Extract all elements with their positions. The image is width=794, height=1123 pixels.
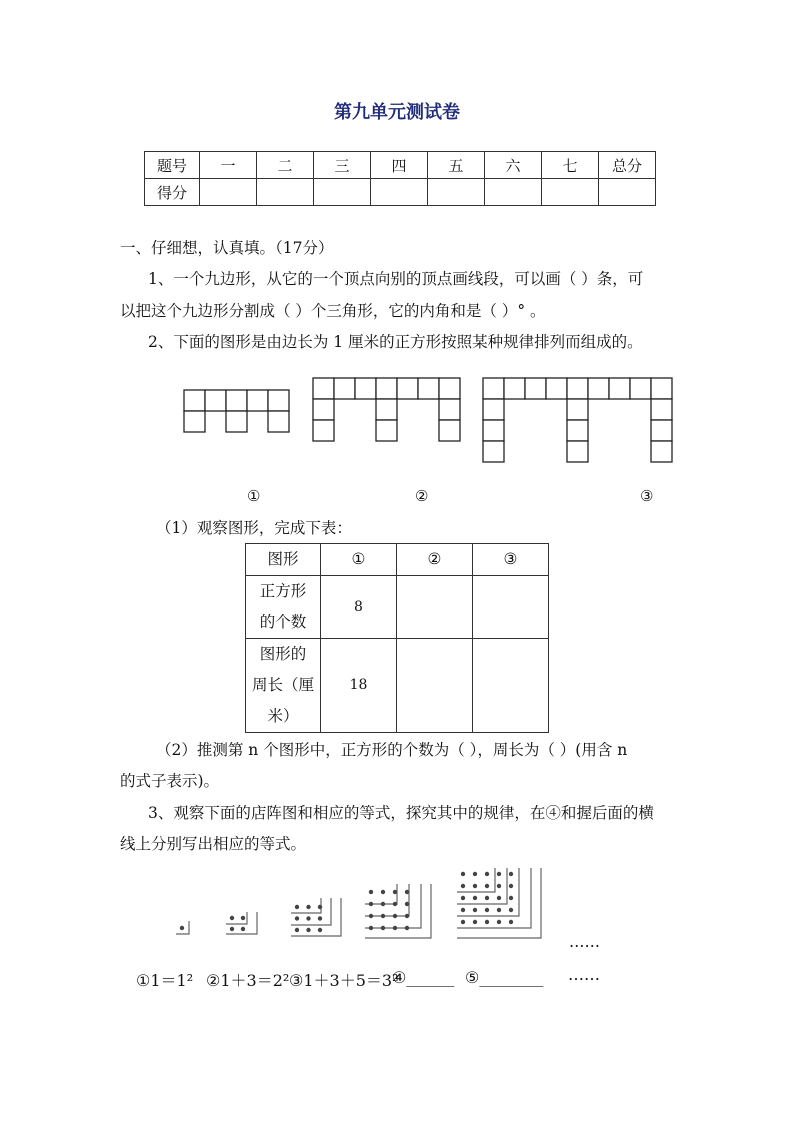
- obs-header-cell: 图形: [246, 544, 321, 576]
- dots-ellipsis: ……: [569, 933, 600, 951]
- figure-3-squares: [483, 378, 672, 462]
- obs-value-cell: 18: [321, 639, 397, 733]
- question-3-line-1: 3、观察下面的店阵图和相应的等式，探究其中的规律，在④和握后面的横: [148, 804, 654, 822]
- figure-label-2: ②: [415, 487, 429, 505]
- sub-question-2-line-2: 的式子表示)。: [120, 772, 220, 790]
- score-header-cell: 六: [485, 152, 542, 179]
- dot: [230, 916, 234, 920]
- figure-2-squares: [313, 378, 460, 441]
- score-blank-cell[interactable]: [485, 179, 542, 206]
- dot: [393, 902, 397, 906]
- dot: [241, 927, 245, 931]
- obs-row-label: [246, 576, 321, 639]
- score-blank-cell[interactable]: [542, 179, 599, 206]
- dot: [461, 872, 465, 876]
- equation-3: ③1＋3＋5＝3²: [289, 971, 399, 990]
- dot: [295, 916, 299, 920]
- dot: [306, 905, 310, 909]
- obs-row-label-line: 的个数: [259, 613, 307, 631]
- equation-5-blank[interactable]: ⑤________: [465, 968, 544, 987]
- figure-1-squares: [184, 390, 289, 432]
- dot: [461, 896, 465, 900]
- dot: [318, 905, 322, 909]
- dot: [473, 908, 477, 912]
- obs-blank-cell[interactable]: [473, 639, 549, 733]
- dot: [295, 905, 299, 909]
- score-header-cell: 五: [428, 152, 485, 179]
- dot: [369, 914, 373, 918]
- question-3-line-2: 线上分别写出相应的等式。: [120, 835, 307, 853]
- dot-array-dots: [180, 872, 513, 932]
- obs-header-cell: ①: [321, 544, 397, 576]
- score-table: [144, 151, 656, 206]
- question-1-line-1: 1、一个九边形，从它的一个顶点向别的顶点画线段，可以画（ ）条，可: [148, 270, 644, 288]
- score-row-label: 得分: [145, 179, 200, 206]
- dot: [306, 928, 310, 932]
- dot: [369, 902, 373, 906]
- dot: [497, 884, 501, 888]
- score-blank-cell[interactable]: [314, 179, 371, 206]
- obs-value-cell: 8: [321, 576, 397, 639]
- dot: [485, 920, 489, 924]
- dot: [461, 884, 465, 888]
- equation-4-blank[interactable]: ④______: [392, 968, 455, 987]
- dot: [461, 908, 465, 912]
- dot: [461, 920, 465, 924]
- dot: [473, 896, 477, 900]
- obs-blank-cell[interactable]: [473, 576, 549, 639]
- score-header-cell: 题号: [145, 152, 200, 179]
- score-header-cell: 一: [200, 152, 257, 179]
- dot: [485, 884, 489, 888]
- equation-1: ①1＝1²: [136, 971, 194, 990]
- sub-question-2-line-1: （2）推测第 n 个图形中，正方形的个数为（ ），周长为（ ）(用含 n: [156, 741, 628, 759]
- question-1-line-2: 以把这个九边形分割成（ ）个三角形，它的内角和是（ ）° 。: [120, 302, 546, 320]
- sub-question-1: （1）观察图形，完成下表：: [156, 519, 352, 537]
- score-blank-cell[interactable]: [428, 179, 485, 206]
- obs-row-label-line: 正方形: [259, 582, 307, 600]
- dot-array-figures: [0, 858, 794, 958]
- dot: [393, 914, 397, 918]
- dot: [405, 902, 409, 906]
- obs-row-label: [246, 639, 321, 733]
- dot: [509, 884, 513, 888]
- dot: [509, 908, 513, 912]
- dot: [497, 872, 501, 876]
- dot: [306, 916, 310, 920]
- dot: [381, 890, 385, 894]
- dot: [405, 926, 409, 930]
- square-figures: [0, 370, 794, 470]
- dot: [369, 890, 373, 894]
- dot: [509, 872, 513, 876]
- obs-row-label-line: 图形的: [259, 645, 307, 663]
- observation-table: [245, 543, 549, 733]
- obs-header-row: [246, 544, 549, 576]
- dot: [497, 908, 501, 912]
- dot: [230, 927, 234, 931]
- section-heading: 一、仔细想，认真填。（17分）: [120, 239, 334, 257]
- dot: [405, 890, 409, 894]
- score-blank-cell[interactable]: [599, 179, 656, 206]
- obs-row-label-line: 周长（厘: [251, 676, 314, 694]
- obs-blank-cell[interactable]: [397, 639, 473, 733]
- figure-label-3: ③: [640, 487, 654, 505]
- dot: [180, 926, 184, 930]
- dot: [241, 916, 245, 920]
- dot: [405, 914, 409, 918]
- score-blank-cell[interactable]: [371, 179, 428, 206]
- dot: [473, 872, 477, 876]
- dot: [393, 926, 397, 930]
- score-table-header-row: [145, 152, 656, 179]
- obs-row-label-line: 米）: [267, 707, 299, 725]
- score-blank-cell[interactable]: [257, 179, 314, 206]
- score-header-cell: 二: [257, 152, 314, 179]
- question-2: 2、下面的图形是由边长为 1 厘米的正方形按照某种规律排列而组成的。: [148, 333, 643, 351]
- dot: [318, 916, 322, 920]
- obs-header-cell: ②: [397, 544, 473, 576]
- dot: [509, 896, 513, 900]
- figure-label-1: ①: [247, 487, 261, 505]
- score-header-cell: 总分: [599, 152, 656, 179]
- score-header-cell: 三: [314, 152, 371, 179]
- obs-row-count: [246, 576, 549, 639]
- obs-blank-cell[interactable]: [397, 576, 473, 639]
- dot: [381, 914, 385, 918]
- dot: [381, 926, 385, 930]
- dot: [509, 920, 513, 924]
- page-title: 第九单元测试卷: [334, 102, 460, 123]
- obs-row-perimeter: [246, 639, 549, 733]
- obs-header-cell: ③: [473, 544, 549, 576]
- dot: [473, 884, 477, 888]
- dot: [369, 926, 373, 930]
- dot: [485, 896, 489, 900]
- dot: [381, 902, 385, 906]
- dot: [318, 928, 322, 932]
- score-header-cell: 七: [542, 152, 599, 179]
- dot: [393, 890, 397, 894]
- dot: [497, 920, 501, 924]
- score-header-cell: 四: [371, 152, 428, 179]
- dot: [295, 928, 299, 932]
- dot: [497, 896, 501, 900]
- equations-ellipsis: ……: [568, 965, 600, 984]
- score-blank-cell[interactable]: [200, 179, 257, 206]
- dot: [473, 920, 477, 924]
- dot: [485, 872, 489, 876]
- equation-2: ②1＋3＝2²: [206, 971, 290, 990]
- score-table-score-row: [145, 179, 656, 206]
- dot: [485, 908, 489, 912]
